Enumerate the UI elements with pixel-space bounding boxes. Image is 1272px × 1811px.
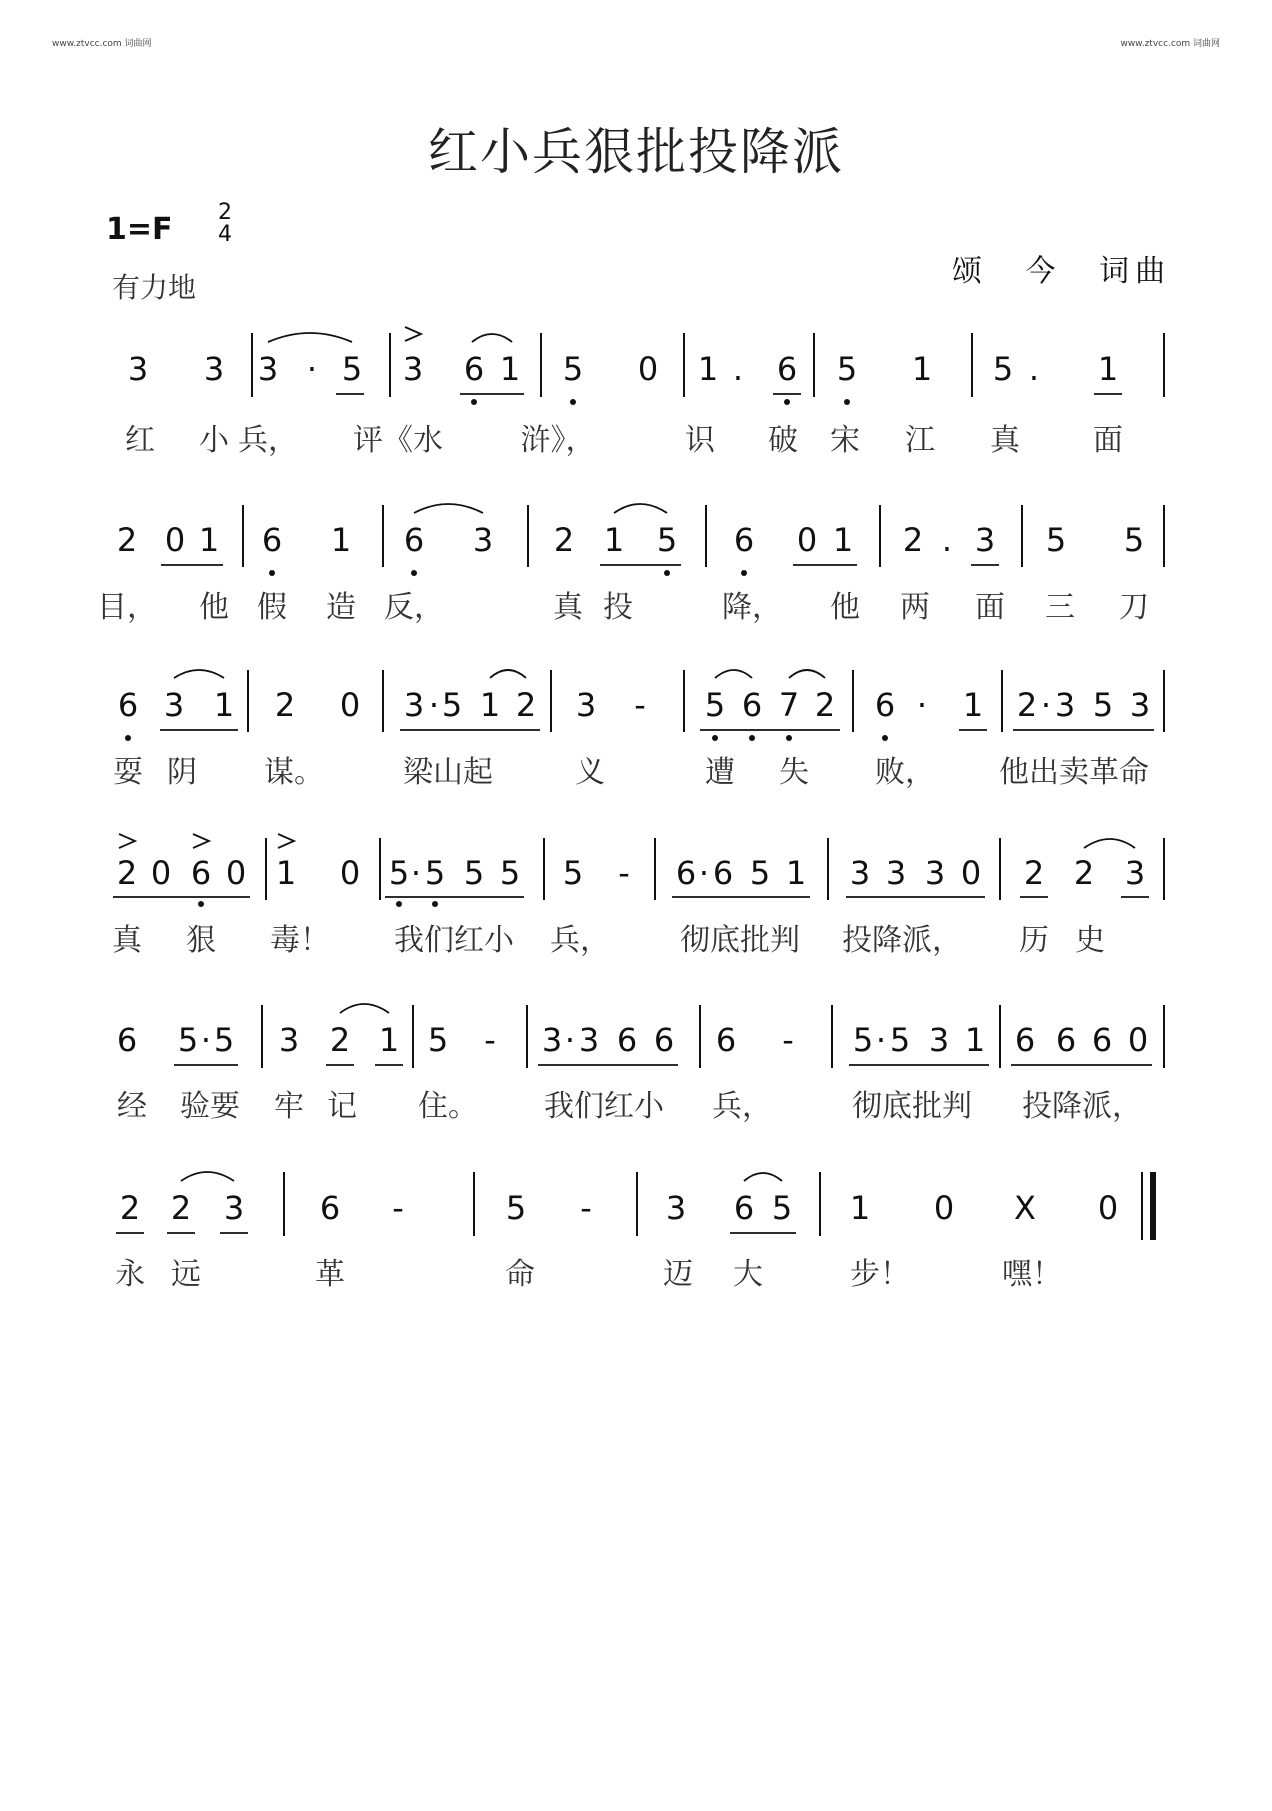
note: 2 bbox=[553, 521, 575, 559]
low-octave-dot bbox=[712, 735, 718, 741]
lyric: 牢 bbox=[274, 1089, 304, 1124]
note: - bbox=[634, 686, 646, 724]
lyric: 目， bbox=[97, 590, 157, 625]
note: 3 bbox=[849, 854, 871, 892]
note: 3 bbox=[541, 1021, 563, 1059]
lyric: 我们红小 bbox=[394, 923, 514, 958]
note: 5 bbox=[1123, 521, 1145, 559]
lyric: 失 bbox=[779, 755, 809, 790]
lyric: 投 bbox=[603, 590, 633, 625]
lyric: 我们红小 bbox=[544, 1089, 664, 1124]
note: 5 bbox=[656, 521, 678, 559]
note: 5 bbox=[562, 854, 584, 892]
lyric: 阴 bbox=[167, 755, 197, 790]
note: 6 bbox=[712, 854, 734, 892]
low-octave-dot bbox=[749, 735, 755, 741]
lyric: 投降派， bbox=[842, 923, 962, 958]
slur bbox=[715, 670, 752, 678]
lyric: 降， bbox=[722, 590, 782, 625]
note: 1 bbox=[198, 521, 220, 559]
note: 6 bbox=[741, 686, 763, 724]
note: X bbox=[1014, 1189, 1036, 1227]
note: 2 bbox=[902, 521, 924, 559]
note: 1 bbox=[499, 350, 521, 388]
note: 5 bbox=[992, 350, 1014, 388]
note: 3 bbox=[127, 350, 149, 388]
note: 1 bbox=[479, 686, 501, 724]
note: 6 bbox=[319, 1189, 341, 1227]
lyric: 兵， bbox=[550, 923, 610, 958]
note: 1 bbox=[962, 686, 984, 724]
lyric: 大 bbox=[733, 1257, 763, 1292]
slur bbox=[414, 504, 483, 513]
lyric: 真 bbox=[990, 423, 1020, 458]
lyric: 识 bbox=[685, 423, 715, 458]
note: 3 bbox=[403, 686, 425, 724]
note: - bbox=[484, 1021, 496, 1059]
slur bbox=[789, 670, 825, 678]
note: 0 bbox=[933, 1189, 955, 1227]
score-line bbox=[125, 350, 1123, 458]
lyric: 三 bbox=[1045, 590, 1075, 625]
note: 1 bbox=[1097, 350, 1119, 388]
score-line bbox=[97, 521, 1149, 625]
slur bbox=[614, 504, 667, 513]
note: 3 bbox=[1124, 854, 1146, 892]
note: 1 bbox=[785, 854, 807, 892]
accent-mark bbox=[278, 834, 294, 848]
note: 5 bbox=[852, 1021, 874, 1059]
note: - bbox=[392, 1189, 404, 1227]
lyric: 评《水 bbox=[353, 423, 443, 458]
note: 1 bbox=[213, 686, 235, 724]
lyric: 历 bbox=[1019, 923, 1049, 958]
score-line bbox=[113, 686, 1150, 790]
note: 2 bbox=[119, 1189, 141, 1227]
composer-credit: 颂 今 词曲 bbox=[952, 254, 1172, 289]
note: 0 bbox=[164, 521, 186, 559]
note: 3 bbox=[402, 350, 424, 388]
lyric: 经 bbox=[117, 1089, 147, 1124]
note: 5 bbox=[499, 854, 521, 892]
note: 5 bbox=[889, 1021, 911, 1059]
slur bbox=[1084, 839, 1135, 848]
note: 6 bbox=[616, 1021, 638, 1059]
note: . bbox=[1028, 350, 1040, 388]
note: 3 bbox=[885, 854, 907, 892]
lyric: 他 bbox=[199, 590, 229, 625]
note: · bbox=[875, 1021, 887, 1059]
note: 2 bbox=[1073, 854, 1095, 892]
note: 5 bbox=[463, 854, 485, 892]
lyric: 迈 bbox=[663, 1257, 693, 1292]
note: 5 bbox=[704, 686, 726, 724]
slur bbox=[340, 1004, 389, 1013]
note: 6 bbox=[715, 1021, 737, 1059]
lyric: 梁山起 bbox=[403, 755, 493, 790]
lyric: 谋。 bbox=[264, 755, 324, 790]
note: · bbox=[698, 854, 710, 892]
note: · bbox=[410, 854, 422, 892]
note: 3 bbox=[223, 1189, 245, 1227]
lyric: 真 bbox=[112, 923, 142, 958]
note: 5 bbox=[1045, 521, 1067, 559]
note: 0 bbox=[796, 521, 818, 559]
low-octave-dot bbox=[411, 570, 417, 576]
lyric: 他出卖革命 bbox=[999, 755, 1149, 790]
lyric: 败， bbox=[875, 755, 935, 790]
note: 2 bbox=[814, 686, 836, 724]
lyric: 耍 bbox=[113, 755, 143, 790]
lyric: 小 bbox=[199, 423, 229, 458]
lyric: 江 bbox=[905, 423, 935, 458]
note: 5 bbox=[505, 1189, 527, 1227]
note: 5 bbox=[177, 1021, 199, 1059]
note: · bbox=[200, 1021, 212, 1059]
note: 3 bbox=[575, 686, 597, 724]
lyric: 造 bbox=[326, 590, 356, 625]
note: 6 bbox=[874, 686, 896, 724]
note: 1 bbox=[603, 521, 625, 559]
note: 0 bbox=[339, 686, 361, 724]
note: 2 bbox=[329, 1021, 351, 1059]
meter-lower: 4 bbox=[218, 222, 232, 247]
lyric: 遭 bbox=[705, 755, 735, 790]
lyric: 刀 bbox=[1119, 590, 1149, 625]
note: 6 bbox=[117, 686, 139, 724]
accent-mark bbox=[193, 834, 209, 848]
low-octave-dot bbox=[570, 399, 576, 405]
lyric: 彻底批判 bbox=[680, 923, 800, 958]
low-octave-dot bbox=[882, 735, 888, 741]
note: 5 bbox=[771, 1189, 793, 1227]
note: 5 bbox=[427, 1021, 449, 1059]
note: 1 bbox=[911, 350, 933, 388]
note: 0 bbox=[1127, 1021, 1149, 1059]
note: 1 bbox=[378, 1021, 400, 1059]
lyric: 宋 bbox=[830, 423, 860, 458]
lyric: 面 bbox=[1093, 423, 1123, 458]
note: 1 bbox=[964, 1021, 986, 1059]
slur bbox=[490, 670, 526, 678]
note: 0 bbox=[1097, 1189, 1119, 1227]
score-line bbox=[117, 1021, 1148, 1124]
note: . bbox=[941, 521, 953, 559]
lyric: 毒！ bbox=[270, 923, 330, 958]
lyric: 浒》， bbox=[520, 423, 596, 458]
accent-mark bbox=[405, 327, 421, 341]
lyric: 他 bbox=[830, 590, 860, 625]
note: 6 bbox=[733, 1189, 755, 1227]
low-octave-dot bbox=[125, 735, 131, 741]
slur bbox=[181, 1172, 234, 1181]
low-octave-dot bbox=[198, 901, 204, 907]
note: 6 bbox=[116, 1021, 138, 1059]
slur bbox=[268, 333, 352, 342]
note: 1 bbox=[697, 350, 719, 388]
note: 3 bbox=[203, 350, 225, 388]
lyric: 史 bbox=[1075, 923, 1105, 958]
watermark-right: www.ztvcc.com 词曲网 bbox=[1120, 39, 1220, 49]
note: 0 bbox=[637, 350, 659, 388]
score-line bbox=[115, 1189, 1118, 1292]
lyric: 反， bbox=[384, 590, 444, 625]
note: 2 bbox=[116, 521, 138, 559]
note: - bbox=[580, 1189, 592, 1227]
note: 5 bbox=[562, 350, 584, 388]
note: 5 bbox=[836, 350, 858, 388]
low-octave-dot bbox=[784, 399, 790, 405]
note: 2 bbox=[116, 854, 138, 892]
note: 5 bbox=[1092, 686, 1114, 724]
note: 6 bbox=[463, 350, 485, 388]
slur bbox=[744, 1173, 782, 1181]
tempo-marking: 有力地 bbox=[112, 271, 197, 304]
octave-dots bbox=[125, 399, 888, 907]
slur bbox=[472, 334, 512, 342]
note: 3 bbox=[928, 1021, 950, 1059]
meter-upper: 2 bbox=[218, 200, 232, 225]
note: 3 bbox=[472, 521, 494, 559]
note: 3 bbox=[578, 1021, 600, 1059]
note: 2 bbox=[170, 1189, 192, 1227]
low-octave-dot bbox=[844, 399, 850, 405]
lyric: 投降派， bbox=[1022, 1089, 1142, 1124]
note: 2 bbox=[1016, 686, 1038, 724]
note: 6 bbox=[1055, 1021, 1077, 1059]
lyric: 两 bbox=[900, 590, 930, 625]
note: 1 bbox=[849, 1189, 871, 1227]
low-octave-dot bbox=[786, 735, 792, 741]
lyric: 命 bbox=[505, 1257, 535, 1292]
low-octave-dot bbox=[269, 570, 275, 576]
note: 2 bbox=[274, 686, 296, 724]
note: 0 bbox=[150, 854, 172, 892]
note: 2 bbox=[1023, 854, 1045, 892]
lyric: 步！ bbox=[850, 1257, 910, 1292]
lyric: 嘿！ bbox=[1002, 1257, 1062, 1292]
low-octave-dot bbox=[741, 570, 747, 576]
note: 7 bbox=[778, 686, 800, 724]
lyric: 革 bbox=[315, 1257, 345, 1292]
note: 6 bbox=[1091, 1021, 1113, 1059]
note: 0 bbox=[225, 854, 247, 892]
note: 6 bbox=[190, 854, 212, 892]
note: · bbox=[306, 350, 318, 388]
note: · bbox=[564, 1021, 576, 1059]
note: 5 bbox=[441, 686, 463, 724]
note: 6 bbox=[403, 521, 425, 559]
note: . bbox=[732, 350, 744, 388]
watermark-left: www.ztvcc.com 词曲网 bbox=[52, 39, 152, 49]
note: 6 bbox=[1014, 1021, 1036, 1059]
lyric: 远 bbox=[171, 1257, 201, 1292]
note: 3 bbox=[257, 350, 279, 388]
note: 6 bbox=[653, 1021, 675, 1059]
note: - bbox=[782, 1021, 794, 1059]
note: - bbox=[618, 854, 630, 892]
note: · bbox=[428, 686, 440, 724]
lyric: 破 bbox=[768, 423, 798, 458]
note: 5 bbox=[213, 1021, 235, 1059]
low-octave-dot bbox=[664, 570, 670, 576]
lyric: 假 bbox=[257, 590, 287, 625]
note: 3 bbox=[1129, 686, 1151, 724]
note: 6 bbox=[733, 521, 755, 559]
lyric: 真 bbox=[553, 590, 583, 625]
note: 3 bbox=[924, 854, 946, 892]
note: 3 bbox=[974, 521, 996, 559]
notes-layer bbox=[97, 350, 1150, 1292]
lyric: 狠 bbox=[186, 923, 216, 958]
note: 1 bbox=[832, 521, 854, 559]
note: 1 bbox=[330, 521, 352, 559]
note: 0 bbox=[960, 854, 982, 892]
note: 5 bbox=[341, 350, 363, 388]
lyric: 记 bbox=[327, 1089, 357, 1124]
lyric: 义 bbox=[575, 755, 605, 790]
note: 5 bbox=[424, 854, 446, 892]
note: 6 bbox=[261, 521, 283, 559]
lyric: 兵， bbox=[238, 423, 298, 458]
lyric: 永 bbox=[115, 1257, 145, 1292]
note: 2 bbox=[515, 686, 537, 724]
accent-mark bbox=[119, 834, 135, 848]
note: 1 bbox=[275, 854, 297, 892]
note: 5 bbox=[388, 854, 410, 892]
slur bbox=[174, 670, 224, 678]
lyric: 红 bbox=[125, 423, 155, 458]
low-octave-dot bbox=[432, 901, 438, 907]
lyric: 彻底批判 bbox=[852, 1089, 972, 1124]
note: 6 bbox=[776, 350, 798, 388]
note: 3 bbox=[278, 1021, 300, 1059]
note: · bbox=[916, 686, 928, 724]
song-title: 红小兵狠批投降派 bbox=[428, 123, 844, 181]
lyric: 验要 bbox=[180, 1089, 240, 1124]
lyric: 面 bbox=[975, 590, 1005, 625]
note: 3 bbox=[665, 1189, 687, 1227]
note: 3 bbox=[1054, 686, 1076, 724]
note: 5 bbox=[749, 854, 771, 892]
note: · bbox=[1040, 686, 1052, 724]
note: 6 bbox=[675, 854, 697, 892]
lyric: 兵， bbox=[712, 1089, 772, 1124]
note: 0 bbox=[339, 854, 361, 892]
low-octave-dot bbox=[396, 901, 402, 907]
note: 3 bbox=[163, 686, 185, 724]
low-octave-dot bbox=[471, 399, 477, 405]
key-signature: 1=F bbox=[106, 212, 173, 247]
lyric: 住。 bbox=[418, 1089, 478, 1124]
